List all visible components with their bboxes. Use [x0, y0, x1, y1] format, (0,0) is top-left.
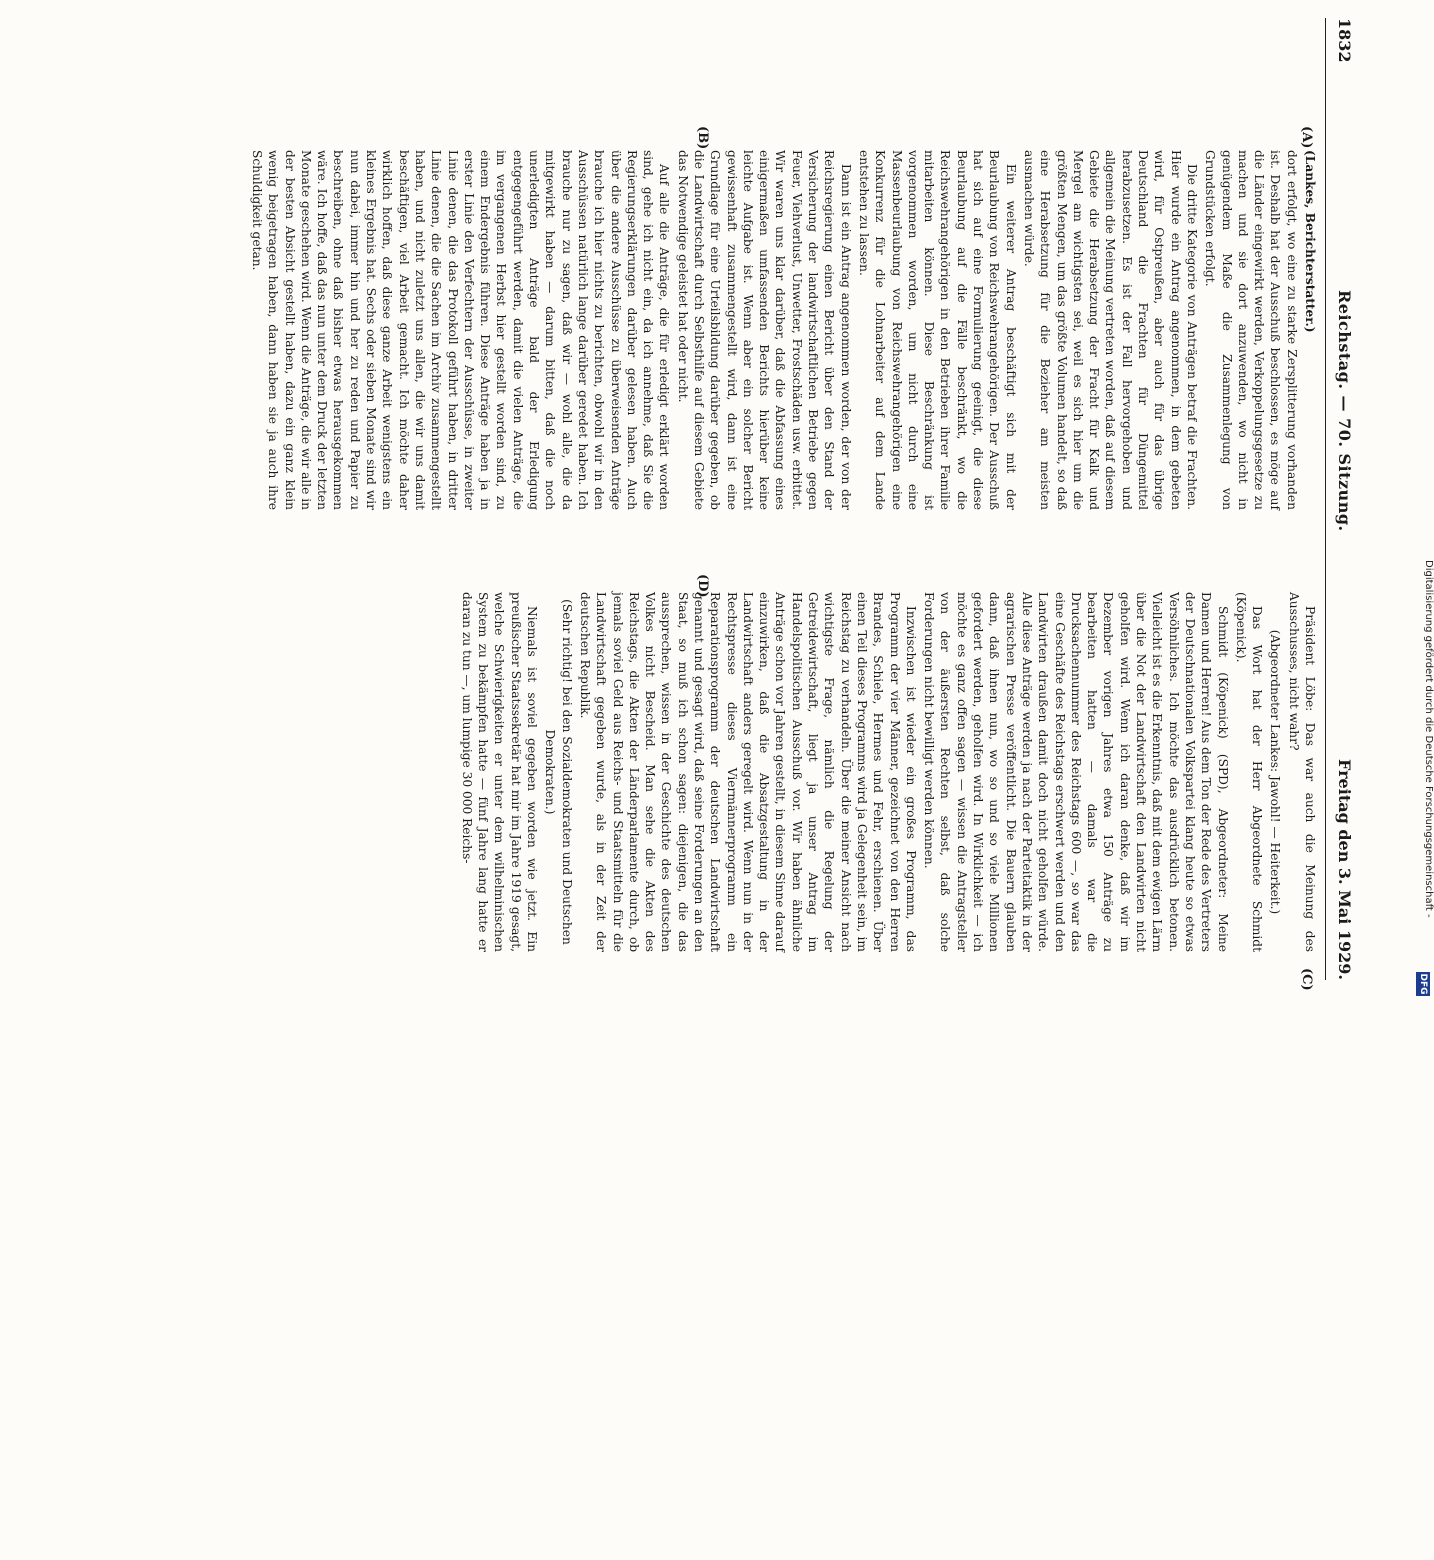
session-title: Reichstag. — 70. Sitzung. [1335, 289, 1354, 532]
paragraph: Schmidt (Köpenick) (SPD), Abgeordneter: Meine Damen und Herren! Aus dem Ton der Rede des Vertreters der Deutschnationalen Volkspartei klang heute so etwas Versöhnliches. Ich möchte das ausdrücklich betonen. Vielleicht ist es die Erkenntnis, daß mit dem ewigen Lärm über die Not der Landwirtschaft den Landwirten nicht geholfen wird. Wenn ich daran denke, daß wir im Dezember vorigen Jahres etwa 150 Anträge zu bearbeiten hatten — damals war die Drucksachennummer des Reichstags 600 —, so war das eine Geschäfte des Reichstags erschwert werden und den Landwirten draußen damit doch nicht geholfen würde. Alle diese Anträge werden ja nach der Parteitaktik in der agrarischen Presse veröffentlicht. Die Bauern glauben dann, daß ihnen nun, wo so und so viele Millionen gefordert werden, geholfen wird. In Wirklichkeit — ich möchte es ganz offen sagen — wissen die Antragsteller von der äußersten Rechten selbst, daß solche Forderungen nicht bewilligt werden können. [922, 592, 1230, 952]
interjection: (Abgeordneter Lankes: Jawohl! — Heiterkeit.) [1268, 629, 1283, 915]
paragraph: Das Wort hat der Herr Abgeordnete Schmidt (Köpenick). [1233, 592, 1265, 952]
page-number: 1832 [1335, 18, 1354, 63]
page-header [1325, 18, 1354, 980]
margin-marker-c: (C) [1299, 968, 1314, 991]
paragraph: Auf alle die Anträge, die für erledigt erklärt worden sind, gehe ich nicht ein, da ich annehme, daß Sie die Regierungserklärungen darüber gelesen haben. Auch über die andere Ausschüsse zu überweisenden Anträge brauche ich hier nichts zu berichten, obwohl wir in den Ausschüssen natürlich lange darüber geredet haben. Ich brauche nur zu sagen, daß wir — wohl alle, die da mitgewirkt haben — darum bitten, daß die noch unerledigten Anträge bald der Erledigung entgegengeführt werden, damit die vielen Anträge, die im vergangenen Herbst hier gestellt worden sind, zu einem Endergebnis führen. Diese Anträge haben ja in erster Linie den Verfechtern der Ausschüsse, in zweiter Linie denen, die das Protokoll geführt haben, in dritter Linie denen, die die Sachen im Archiv zusammengestellt haben, und nicht zuletzt uns allen, die wir uns damit beschäftigen, viel Arbeit gemacht. Ich möchte daher wirklich hoffen, daß diese ganze Arbeit wenigstens ein kleines Ergebnis hat. Sechs oder sieben Monate sind wir nun dabei, immer hin und her zu reden und Papier zu beschreiben, ohne daß bisher etwas herausgekommen wäre. Ich hoffe, daß das nun unter dem Druck der letzten Monate geschehen wird. Wenn die Anträge, die wir alle in der besten Absicht gestellt haben, dazu ein ganz klein wenig beigetragen haben, dann haben sie ja auch ihre Schuldigkeit getan. [250, 150, 672, 510]
speaker-line: (Lankes, Berichterstatter.) [1303, 150, 1317, 333]
paragraph: Niemals ist soviel gegeben worden wie jetzt. Ein preußischer Staatssekretär hat mir im Jahre 1919 gesagt, welche Schwierigkeiten er unter dem wilhelminischen System zu bekämpfen hatte — fünf Jahre lang hatte er daran zu tun —, um lumpige 30 000 Reichs- [459, 592, 540, 952]
margin-marker-d: (D) [695, 574, 710, 598]
session-date: Freitag den 3. Mai 1929. [1335, 759, 1354, 980]
left-column [247, 150, 1318, 510]
margin-marker-b: (B) [695, 126, 710, 150]
credit-strip [1394, 0, 1434, 1000]
paragraph: Ein weiterer Antrag beschäftigt sich mit der Beurlaubung von Reichswehrangehörigen. Der Ausschuß hat sich auf eine Formulierung geeinigt, die diese Beurlaubung auf die Fälle beschränkt, wo die Reichswehrangehörigen in den Betrieben ihrer Familie mitarbeiten können. Diese Beschränkung ist vorgenommen worden, um nicht durch eine Massenbeurlaubung von Reichswehrangehörigen eine Konkurrenz für die Lohnarbeiter auf dem Lande entstehen zu lassen. [856, 150, 1018, 510]
paragraph: dort erfolgt, wo eine zu starke Zersplitterung vorhanden ist. Deshalb hat der Ausschuß beschlossen, es möge auf die Länder eingewirkt werden, Verkoppelungsgesetze zu machen und sie dort anzuwenden, wo nicht in genügendem Maße die Zusammenlegung von Grundstücken erfolgt. [1203, 150, 1299, 510]
credit-text: Digitalisierung gefördert durch die Deutsche Forschungsgemeinschaft - [1423, 560, 1434, 918]
right-column [457, 592, 1318, 952]
dfg-logo: DFG [1418, 973, 1428, 995]
paragraph: Dann ist ein Antrag angenommen worden, der von der Reichsregierung einen Bericht über den Stand der Versicherung der landwirtschaftlichen Betriebe gegen Feuer, Viehverlust, Unwetter, Frostschäden usw. erbittet. Wir waren uns klar darüber, daß die Abfassung eines einigermaßen umfassenden Berichts hierüber keine leichte Aufgabe ist. Wenn aber ein solcher Bericht gewissenhaft zusammengestellt wird, dann ist eine Grundlage für eine Urteilsbildung darüber gegeben, ob die Landwirtschaft durch Selbsthilfe auf diesem Gebiete das Notwendige geleistet hat oder nicht. [675, 150, 853, 510]
paragraph: Inzwischen ist wieder ein großes Programm, das Programm der vier Männer, gezeichnet von den Herren Brandes, Schiele, Hermes und Fehr, erschienen. Über einen Teil dieses Programms wird ja Gelegenheit sein, im Reichstag zu verhandeln. Über die meiner Ansicht nach wichtigste Frage, nämlich die Regelung der Getreidewirtschaft, liegt ja unser Antrag im Handelspolitischen Ausschuß vor. Wir haben ähnliche Anträge schon vor Jahren gestellt, in diesem Sinne darauf einzuwirken, daß die Absatzgestaltung in der Landwirtschaft anders geregelt wird. Wenn nun in der Rechtspresse dieses Viermännerprogramm ein Reparationsprogramm der deutschen Landwirtschaft genannt und gesagt wird, daß seine Forderungen an den Staat, so muß ich schon sagen: diejenigen, die das aussprechen, wissen in der Geschichte des deutschen Volkes nicht Bescheid. Man sehe die Akten des Reichstags, die Akten der Länderparlamente durch, ob jemals soviel Geld aus Reichs- und Staatsmitteln für die Landwirtschaft gegeben wurde, als in der Zeit der deutschen Republik. [577, 592, 918, 952]
interjection: (Sehr richtig! bei den Sozialdemokraten und Deutschen Demokraten.) [543, 599, 574, 945]
margin-marker-a: (A) [1299, 126, 1314, 149]
paragraph: Die dritte Kategorie von Anträgen betraf die Frachten. Hier wurde ein Antrag angenommen, in dem gebeten wird, für Ostpreußen, aber auch für das übrige Deutschland die Frachten für Düngemittel herabzusetzen. Es ist der Fall hervorgehoben und allgemein die Meinung vertreten worden, daß auf diesem Gebiete die Herabsetzung der Fracht für Kalk und Mergel am wichtigsten sei, weil es sich hier um die größten Mengen, um das größte Volumen handelt, so daß eine Herabsetzung für die Bezieher am meisten ausmachen würde. [1021, 150, 1199, 510]
paragraph: Präsident Löbe: Das war auch die Meinung des Ausschusses, nicht wahr? [1286, 592, 1317, 952]
